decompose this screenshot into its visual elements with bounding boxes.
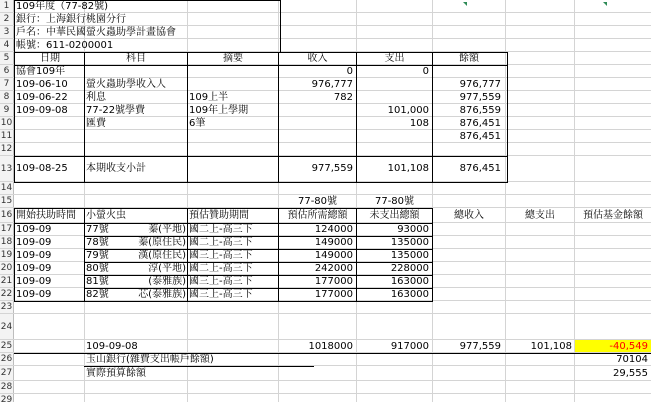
row-number: 2 <box>3 14 10 24</box>
cell-firefly-name[interactable]: 芯(泰雅族) <box>138 289 186 300</box>
cell-actual-budget[interactable]: 29,555 <box>613 368 648 379</box>
cell-unspent[interactable]: 228000 <box>390 263 429 274</box>
cell-unspent[interactable]: 163000 <box>390 289 429 300</box>
cell-period[interactable]: 國三上-高三下 <box>189 250 253 261</box>
cell-subject[interactable]: 螢火蟲助學收入人 <box>86 79 166 90</box>
row-26 <box>0 353 651 366</box>
header-total-income[interactable]: 總收入 <box>454 210 484 221</box>
cell-unspent[interactable]: 135000 <box>390 237 429 248</box>
cell-summary[interactable]: 109年上學期 <box>189 105 249 116</box>
row-number: 4 <box>3 40 10 50</box>
cell-date[interactable]: 109-09-08 <box>16 105 68 116</box>
border <box>14 156 508 157</box>
row-number: 13 <box>0 164 13 174</box>
cell-period[interactable]: 國二上-高三下 <box>189 224 253 235</box>
row-23 <box>0 301 651 314</box>
cell-estimated[interactable]: 177000 <box>314 289 353 300</box>
row-number: 28 <box>0 382 13 392</box>
row-24 <box>0 314 651 340</box>
cell-firefly-id[interactable]: 82號 <box>86 289 109 300</box>
row-14 <box>0 182 651 195</box>
header-firefly[interactable]: 小螢火虫 <box>86 210 126 221</box>
cell-firefly-name[interactable]: 蓁(原住民) <box>138 237 186 248</box>
border <box>278 52 279 183</box>
cell-unspent[interactable]: 135000 <box>390 250 429 261</box>
row-number: 3 <box>3 27 10 37</box>
cell-income[interactable]: 976,777 <box>311 79 353 90</box>
cell-range-label[interactable]: 77-80號 <box>374 196 415 207</box>
cell-bank[interactable]: 銀行：上海銀行桃園分行 <box>16 14 126 25</box>
cell-expense[interactable]: 101,108 <box>387 163 429 174</box>
cell-balance[interactable]: 976,777 <box>459 79 501 90</box>
header-total-expense[interactable]: 總支出 <box>525 210 555 221</box>
row-number: 26 <box>0 354 13 364</box>
row-28 <box>0 381 651 394</box>
cell-start[interactable]: 109-09 <box>16 224 52 235</box>
row-number: 23 <box>0 302 13 312</box>
cell-balance[interactable]: 977,559 <box>459 92 501 103</box>
row-number: 16 <box>0 210 13 220</box>
border <box>14 65 508 66</box>
row-number: 9 <box>3 105 10 115</box>
cell-firefly-name[interactable]: (泰雅族) <box>148 276 186 287</box>
border <box>84 249 433 250</box>
cell-total-expense[interactable]: 101,108 <box>530 341 572 352</box>
border <box>14 223 433 224</box>
row-number: 8 <box>3 92 10 102</box>
cell-firefly-id[interactable]: 81號 <box>86 276 109 287</box>
header-sponsor-period[interactable]: 預估贊助期間 <box>189 210 249 221</box>
cell-period[interactable]: 國三上-高三下 <box>189 276 253 287</box>
cell-subtotal-label[interactable]: 本期收支小計 <box>86 163 146 174</box>
header-income[interactable]: 收入 <box>307 53 328 64</box>
cell-actual-budget-label[interactable]: 實際預算餘額 <box>86 368 146 379</box>
border <box>84 275 433 276</box>
cell-summary[interactable]: 6筆 <box>189 118 206 129</box>
cell-firefly-name[interactable]: 淳(平地) <box>148 263 186 274</box>
cell-estimated[interactable]: 149000 <box>314 237 353 248</box>
row-number: 6 <box>3 66 10 76</box>
cell-date[interactable]: 109-06-10 <box>16 79 68 90</box>
row-number: 14 <box>0 183 13 193</box>
header-fund-balance[interactable]: 預估基金餘額 <box>583 210 643 221</box>
row-number: 11 <box>0 131 13 141</box>
cell-date[interactable]: 協會109年 <box>16 66 66 77</box>
border <box>14 353 651 354</box>
row-number: 5 <box>3 53 10 63</box>
row-number: 27 <box>0 368 13 378</box>
cell-start[interactable]: 109-09 <box>16 250 52 261</box>
header-border <box>14 0 281 53</box>
cell-firefly-id[interactable]: 78號 <box>86 237 109 248</box>
cell-firefly-id[interactable]: 77號 <box>86 224 109 235</box>
cell-subject[interactable]: 匯費 <box>86 118 106 129</box>
header-unspent-total[interactable]: 未支出總額 <box>369 210 420 221</box>
cell-balance[interactable]: 876,451 <box>459 131 501 142</box>
cell-firefly-name[interactable]: 漢(原住民) <box>138 250 186 261</box>
header-subject[interactable]: 科目 <box>126 53 146 64</box>
border <box>84 288 433 289</box>
header-start-time[interactable]: 開始扶助時間 <box>16 210 76 221</box>
cell-estimated[interactable]: 124000 <box>314 224 353 235</box>
cell-period[interactable]: 國二上-高三下 <box>189 263 253 274</box>
cell-balance[interactable]: 876,451 <box>459 118 501 129</box>
border <box>84 262 433 263</box>
cell-year-title[interactable]: 109年度（77-82號) <box>16 1 109 12</box>
cell-start[interactable]: 109-09 <box>16 237 52 248</box>
border <box>432 52 433 183</box>
row-number: 24 <box>0 322 13 332</box>
cell-start[interactable]: 109-09 <box>16 263 52 274</box>
row-number: 1 <box>3 1 10 11</box>
row-27 <box>0 366 651 381</box>
row-number: 15 <box>0 196 13 206</box>
row-number: 22 <box>0 289 13 299</box>
ledger-border <box>14 52 508 183</box>
row-15 <box>0 195 651 208</box>
cell-unspent[interactable]: 93000 <box>397 224 429 235</box>
cell-start[interactable]: 109-09 <box>16 276 52 287</box>
cell-total-income[interactable]: 977,559 <box>459 341 501 352</box>
border <box>84 366 314 367</box>
row-number: 12 <box>0 144 13 154</box>
header-summary[interactable]: 摘要 <box>223 53 243 64</box>
row-25 <box>0 340 651 353</box>
cell-period[interactable]: 國二上-高三下 <box>189 237 253 248</box>
cell-estimated[interactable]: 242000 <box>314 263 353 274</box>
cell-start[interactable]: 109-09 <box>16 289 52 300</box>
border <box>84 52 85 183</box>
cell-esun-label[interactable]: 玉山銀行(雜費支出帳戶餘額) <box>86 354 214 365</box>
row-number: 17 <box>0 224 13 234</box>
header-date[interactable]: 日期 <box>40 53 60 64</box>
cell-estimated[interactable]: 149000 <box>314 250 353 261</box>
row-number: 20 <box>0 263 13 273</box>
cell-range-label[interactable]: 77-80號 <box>297 196 338 207</box>
row-number: 21 <box>0 276 13 286</box>
cell-income[interactable]: 977,559 <box>311 163 353 174</box>
cell-subject[interactable]: 利息 <box>86 92 106 103</box>
cell-expense[interactable]: 0 <box>422 66 429 77</box>
cell-account-number[interactable]: 帳號：611-0200001 <box>16 40 114 51</box>
cell-period[interactable]: 國三上-高三下 <box>189 289 253 300</box>
header-expense[interactable]: 支出 <box>384 53 405 64</box>
row-number: 10 <box>0 118 13 128</box>
row-29 <box>0 394 651 402</box>
cell-account-name[interactable]: 戶名：中華民國螢火蟲助學計畫協會 <box>16 27 176 38</box>
border <box>187 52 188 183</box>
row-number: 19 <box>0 250 13 260</box>
row-number: 29 <box>0 395 13 402</box>
cell-income[interactable]: 0 <box>346 66 353 77</box>
cell-firefly-name[interactable]: 蓁(平地) <box>148 224 186 235</box>
header-balance[interactable]: 餘額 <box>459 53 479 64</box>
cell-income[interactable]: 782 <box>333 92 353 103</box>
cell-date[interactable]: 109-09-08 <box>86 341 138 352</box>
cell-estimated[interactable]: 177000 <box>314 276 353 287</box>
cell-estimated-sum[interactable]: 1018000 <box>308 341 353 352</box>
cell-balance[interactable]: 876,451 <box>459 163 501 174</box>
cell-firefly-id[interactable]: 79號 <box>86 250 109 261</box>
cell-fund-balance[interactable]: -40,549 <box>609 341 648 352</box>
row-number: 18 <box>0 237 13 247</box>
header-estimated-total[interactable]: 預估所需總額 <box>287 210 348 221</box>
cell-balance[interactable]: 876,559 <box>459 105 501 116</box>
cell-firefly-id[interactable]: 80號 <box>86 263 109 274</box>
border <box>356 52 357 183</box>
cell-subject[interactable]: 77-22號學費 <box>86 105 146 116</box>
cell-summary[interactable]: 109上半 <box>189 92 229 103</box>
cell-unspent[interactable]: 163000 <box>390 276 429 287</box>
row-number: 25 <box>0 341 13 351</box>
cell-date[interactable]: 109-08-25 <box>16 163 68 174</box>
cell-unspent-sum[interactable]: 917000 <box>390 341 429 352</box>
border <box>84 236 433 237</box>
cell-expense[interactable]: 101,000 <box>387 105 429 116</box>
cell-date[interactable]: 109-06-22 <box>16 92 68 103</box>
cell-esun-balance[interactable]: 70104 <box>616 354 648 365</box>
row-number: 7 <box>3 79 10 89</box>
cell-expense[interactable]: 108 <box>409 118 429 129</box>
